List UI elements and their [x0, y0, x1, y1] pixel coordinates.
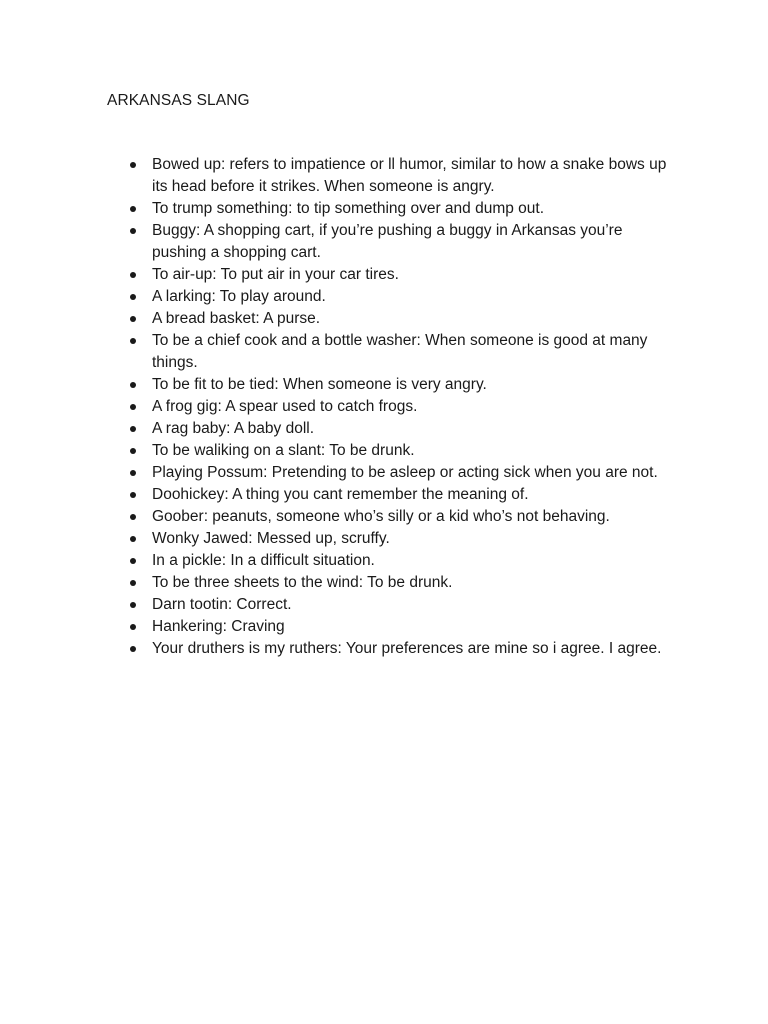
list-item: [152, 154, 672, 198]
list-item: [152, 616, 672, 638]
bullet-icon: [130, 338, 136, 344]
slang-list: [152, 154, 672, 660]
bullet-icon: [130, 580, 136, 586]
bullet-icon: [130, 272, 136, 278]
bullet-icon: [130, 470, 136, 476]
bullet-icon: [130, 294, 136, 300]
list-item: [152, 506, 672, 528]
list-item-text: A rag baby: A baby doll.: [152, 420, 315, 437]
list-item-text: To be a chief cook and a bottle washer: When someone is good at many things.: [152, 332, 648, 371]
list-item: [152, 330, 672, 374]
list-item: [152, 484, 672, 506]
list-item: [152, 572, 672, 594]
list-item-text: Bowed up: refers to impatience or ll humor, similar to how a snake bows up its head before it strikes. When someone is angry.: [152, 156, 667, 195]
document-title: ARKANSAS SLANG: [107, 92, 250, 109]
bullet-icon: [130, 228, 136, 234]
list-item-text: To be waliking on a slant: To be drunk.: [152, 442, 415, 459]
list-item: [152, 198, 672, 220]
list-item-text: Doohickey: A thing you cant remember the meaning of.: [152, 486, 529, 503]
list-item-text: To trump something: to tip something over and dump out.: [152, 200, 545, 217]
list-item: [152, 550, 672, 572]
list-item: [152, 594, 672, 616]
list-item-text: Playing Possum: Pretending to be asleep or acting sick when you are not.: [152, 464, 658, 481]
list-item-text: To be three sheets to the wind: To be drunk.: [152, 574, 453, 591]
list-item-text: Wonky Jawed: Messed up, scruffy.: [152, 530, 390, 547]
list-item-text: Your druthers is my ruthers: Your preferences are mine so i agree. I agree.: [152, 640, 662, 657]
list-item-text: Darn tootin: Correct.: [152, 596, 292, 613]
bullet-icon: [130, 448, 136, 454]
list-item: [152, 528, 672, 550]
list-item: [152, 396, 672, 418]
bullet-icon: [130, 558, 136, 564]
list-item: [152, 418, 672, 440]
list-item-text: In a pickle: In a difficult situation.: [152, 552, 375, 569]
bullet-icon: [130, 206, 136, 212]
list-item: [152, 638, 672, 660]
bullet-icon: [130, 426, 136, 432]
list-item: [152, 308, 672, 330]
list-item: [152, 462, 672, 484]
bullet-icon: [130, 536, 136, 542]
bullet-icon: [130, 162, 136, 168]
bullet-icon: [130, 492, 136, 498]
bullet-icon: [130, 382, 136, 388]
bullet-icon: [130, 514, 136, 520]
list-item-text: To be fit to be tied: When someone is very angry.: [152, 376, 487, 393]
bullet-icon: [130, 646, 136, 652]
list-item-text: To air-up: To put air in your car tires.: [152, 266, 399, 283]
list-item-text: A bread basket: A purse.: [152, 310, 321, 327]
bullet-icon: [130, 624, 136, 630]
list-item: [152, 264, 672, 286]
bullet-icon: [130, 316, 136, 322]
list-item: [152, 286, 672, 308]
list-item-text: Buggy: A shopping cart, if you’re pushing a buggy in Arkansas you’re pushing a shopping cart.: [152, 222, 623, 261]
list-item-text: Hankering: Craving: [152, 618, 285, 635]
bullet-icon: [130, 404, 136, 410]
list-item: [152, 220, 672, 264]
list-item: [152, 440, 672, 462]
list-item: [152, 374, 672, 396]
list-item-text: A larking: To play around.: [152, 288, 326, 305]
list-item-text: A frog gig: A spear used to catch frogs.: [152, 398, 418, 415]
bullet-icon: [130, 602, 136, 608]
list-item-text: Goober: peanuts, someone who’s silly or a kid who’s not behaving.: [152, 508, 610, 525]
